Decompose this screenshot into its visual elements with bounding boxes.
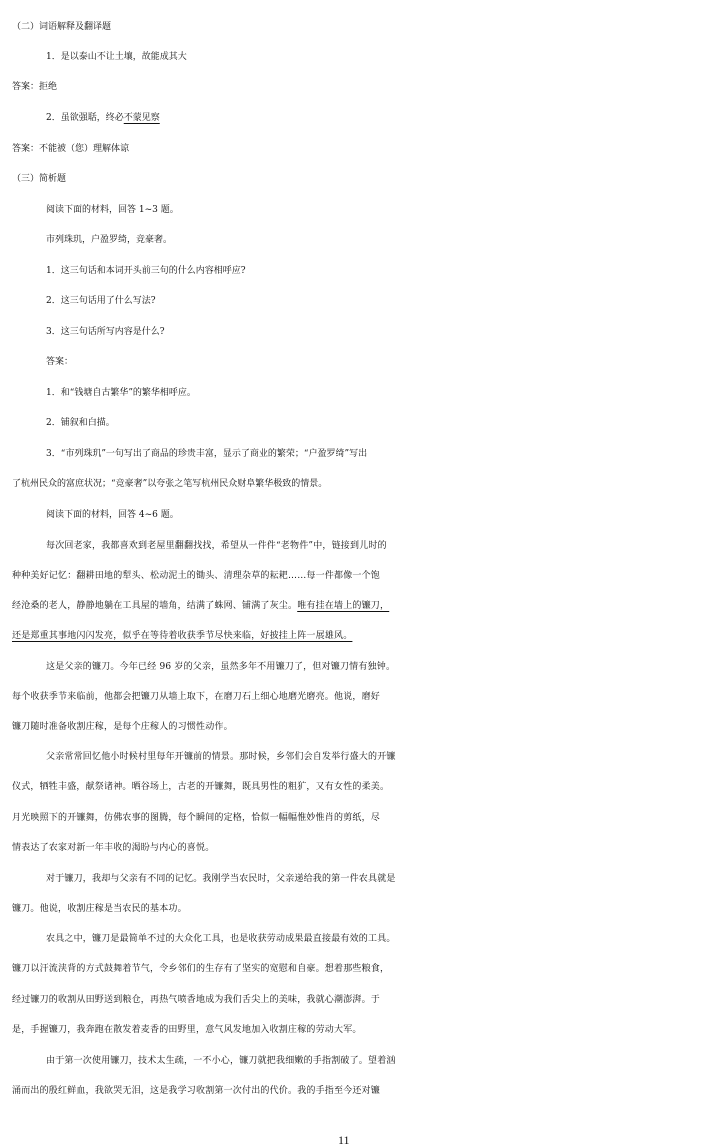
passage-p1-line3 bbox=[0, 596, 705, 616]
passage-p3-line3: 月光映照下的开镰舞，仿佛农事的图腾，每个瞬间的定格，恰似一幅幅惟妙惟肖的剪纸，尽 bbox=[12, 813, 381, 823]
passage-p4-line2: 镰刀。他说，收割庄稼是当农民的基本功。 bbox=[12, 904, 187, 914]
answer-1: 答案：拒绝 bbox=[12, 82, 58, 92]
passage-p1-line2: 种种美好记忆：翻耕田地的犁头、松动泥土的锄头、清理杂草的耘耙……每一件都像一个饱 bbox=[12, 571, 381, 581]
analysis-answer-3-line2: 了杭州民众的富庶状况；“竞豪奢”以夸张之笔写杭州民众财阜繁华极致的情景。 bbox=[12, 479, 328, 489]
passage-p6-line2: 涌而出的殷红鲜血，我欲哭无泪，这是我学习收割第一次付出的代价。我的手指至今还对镰 bbox=[12, 1086, 381, 1096]
answer-2: 答案：不能被（您）理解体谅 bbox=[12, 144, 130, 154]
question-2-text: 2．虽欲强聒，终必 bbox=[46, 113, 124, 123]
analysis-answer-3-line1: 3．“市列珠玑”一句写出了商品的珍贵丰富，显示了商业的繁荣；“户盈罗绮”写出 bbox=[46, 449, 368, 459]
passage-p1-line1: 每次回老家，我都喜欢到老屋里翻翻找找，希望从一件件“老物件”中，链接到儿时的 bbox=[46, 541, 387, 551]
reading-instruction-2: 阅读下面的材料，回答 4~6 题。 bbox=[46, 510, 179, 520]
answer-label: 答案： bbox=[46, 357, 74, 367]
section-title-vocab: （二）词语解释及翻译题 bbox=[12, 22, 112, 32]
section-title-analysis: （三）简析题 bbox=[12, 174, 67, 184]
passage-p2-line2: 每个收获季节来临前，他都会把镰刀从墙上取下，在磨刀石上细心地磨光磨亮。他说，磨好 bbox=[12, 692, 381, 702]
question-2-underlined: 不蒙见察 bbox=[123, 113, 160, 123]
passage-p1-line4 bbox=[0, 626, 705, 646]
passage-p1-line4-underlined: 还是郑重其事地闪闪发亮，似乎在等待着收获季节尽快来临，好披挂上阵一展雄风。 bbox=[12, 631, 353, 641]
passage-p4-line1: 对于镰刀，我却与父亲有不同的记忆。我刚学当农民时，父亲递给我的第一件农具就是 bbox=[46, 874, 396, 884]
passage-p5-line2: 镰刀以汗流浃背的方式鼓舞着节气，令乡邻们的生存有了坚实的宽慰和自豪。想着那些粮食， bbox=[12, 964, 390, 974]
passage-p1-line3-text: 经沧桑的老人，静静地躺在工具屋的墙角，结满了蛛网、铺满了灰尘。 bbox=[12, 601, 298, 611]
reading-instruction-1: 阅读下面的材料，回答 1~3 题。 bbox=[46, 205, 179, 215]
passage-p5-line4: 是，手握镰刀，我奔跑在散发着麦香的田野里，意气风发地加入收割庄稼的劳动大军。 bbox=[12, 1025, 362, 1035]
passage-p5-line3: 经过镰刀的收割从田野送到粮仓，再热气喷香地成为我们舌尖上的美味，我就心潮澎湃。于 bbox=[12, 995, 381, 1005]
question-1: 1．是以泰山不让土壤，故能成其大 bbox=[46, 52, 187, 62]
page-number: 11 bbox=[338, 1133, 350, 1147]
analysis-answer-1: 1．和“钱塘自古繁华”的繁华相呼应。 bbox=[46, 388, 196, 398]
passage-p2-line1: 这是父亲的镰刀。今年已经 96 岁的父亲，虽然多年不用镰刀了，但对镰刀情有独钟。 bbox=[46, 662, 396, 672]
quoted-lines: 市列珠玑，户盈罗绮，竞豪奢。 bbox=[46, 235, 173, 245]
analysis-question-2: 2．这三句话用了什么写法? bbox=[46, 296, 156, 306]
passage-p5-line1: 农具之中，镰刀是最简单不过的大众化工具，也是收获劳动成果最直接最有效的工具。 bbox=[46, 934, 396, 944]
analysis-question-1: 1．这三句话和本词开头前三句的什么内容相呼应? bbox=[46, 266, 246, 276]
passage-p2-line3: 镰刀随时准备收割庄稼，是每个庄稼人的习惯性动作。 bbox=[12, 722, 233, 732]
analysis-question-3: 3．这三句话所写内容是什么? bbox=[46, 327, 165, 337]
question-2 bbox=[0, 108, 705, 128]
passage-p3-line1: 父亲常常回忆他小时候村里每年开镰前的情景。那时候，乡邻们会自发举行盛大的开镰 bbox=[46, 752, 396, 762]
analysis-answer-2: 2．铺叙和白描。 bbox=[46, 418, 115, 428]
passage-p6-line1: 由于第一次使用镰刀，技术太生疏，一不小心，镰刀就把我细嫩的手指割破了。望着汹 bbox=[46, 1056, 396, 1066]
passage-p3-line2: 仪式，牺牲丰盛，献祭诸神。晒谷场上，古老的开镰舞，既具男性的粗犷，又有女性的柔美。 bbox=[12, 782, 390, 792]
passage-p1-line3-underlined: 唯有挂在墙上的镰刀， bbox=[297, 601, 390, 611]
passage-p3-line4: 情表达了农家对新一年丰收的渴盼与内心的喜悦。 bbox=[12, 843, 215, 853]
